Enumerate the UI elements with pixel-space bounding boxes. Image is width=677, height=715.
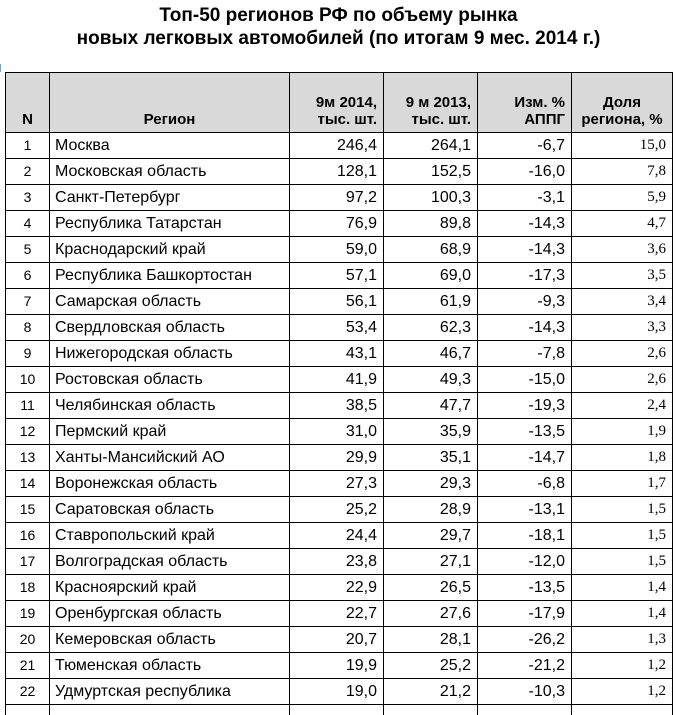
cell-2013: 47,7 bbox=[384, 393, 478, 419]
cell-share: 3,4 bbox=[572, 289, 673, 315]
cell-2013: 264,1 bbox=[384, 133, 478, 159]
table-row-cut bbox=[6, 705, 673, 715]
title-line-1: Топ-50 регионов РФ по объему рынка bbox=[0, 4, 677, 27]
cell-2014: 31,0 bbox=[290, 419, 384, 445]
cell-2013: 35,1 bbox=[384, 445, 478, 471]
cell-region: Кемеровская область bbox=[50, 627, 290, 653]
cell-2014: 128,1 bbox=[290, 159, 384, 185]
table-row bbox=[6, 211, 673, 237]
table-row bbox=[6, 497, 673, 523]
cell-number: 17 bbox=[6, 549, 50, 575]
table-row bbox=[6, 549, 673, 575]
cell-number: 4 bbox=[6, 211, 50, 237]
cell-2013: 29,7 bbox=[384, 523, 478, 549]
empty-cell bbox=[478, 705, 572, 715]
cell-number: 1 bbox=[6, 133, 50, 159]
cell-change: -26,2 bbox=[478, 627, 572, 653]
cell-number: 7 bbox=[6, 289, 50, 315]
cell-change: -12,0 bbox=[478, 549, 572, 575]
cell-2014: 76,9 bbox=[290, 211, 384, 237]
table-row bbox=[6, 315, 673, 341]
cell-2014: 22,7 bbox=[290, 601, 384, 627]
cell-number: 13 bbox=[6, 445, 50, 471]
cell-region: Республика Башкортостан bbox=[50, 263, 290, 289]
cell-region: Ростовская область bbox=[50, 367, 290, 393]
cell-change: -13,5 bbox=[478, 575, 572, 601]
cell-number: 14 bbox=[6, 471, 50, 497]
table-row bbox=[6, 341, 673, 367]
cell-change: -14,3 bbox=[478, 211, 572, 237]
header-change: Изм. % АППГ bbox=[478, 73, 572, 133]
cell-region: Красноярский край bbox=[50, 575, 290, 601]
table-row bbox=[6, 601, 673, 627]
cell-2013: 26,5 bbox=[384, 575, 478, 601]
selection-marker bbox=[0, 64, 3, 72]
cell-number: 3 bbox=[6, 185, 50, 211]
cell-2014: 20,7 bbox=[290, 627, 384, 653]
table-row bbox=[6, 185, 673, 211]
cell-2014: 246,4 bbox=[290, 133, 384, 159]
cell-2014: 59,0 bbox=[290, 237, 384, 263]
cell-change: -16,0 bbox=[478, 159, 572, 185]
cell-change: -14,3 bbox=[478, 237, 572, 263]
cell-number: 20 bbox=[6, 627, 50, 653]
cell-share: 2,6 bbox=[572, 367, 673, 393]
header-share: Доля региона, % bbox=[572, 73, 673, 133]
cell-2013: 28,9 bbox=[384, 497, 478, 523]
cell-2013: 27,6 bbox=[384, 601, 478, 627]
header-region: Регион bbox=[50, 73, 290, 133]
cell-change: -19,3 bbox=[478, 393, 572, 419]
table-row bbox=[6, 419, 673, 445]
cell-2014: 23,8 bbox=[290, 549, 384, 575]
cell-2013: 28,1 bbox=[384, 627, 478, 653]
cell-2014: 19,0 bbox=[290, 679, 384, 705]
cell-share: 4,7 bbox=[572, 211, 673, 237]
empty-cell bbox=[6, 705, 50, 715]
cell-share: 1,2 bbox=[572, 679, 673, 705]
cell-number: 11 bbox=[6, 393, 50, 419]
cell-2013: 29,3 bbox=[384, 471, 478, 497]
page-title bbox=[0, 4, 677, 50]
cell-share: 2,6 bbox=[572, 341, 673, 367]
cell-2014: 97,2 bbox=[290, 185, 384, 211]
cell-change: -6,7 bbox=[478, 133, 572, 159]
cell-number: 15 bbox=[6, 497, 50, 523]
cell-2013: 27,1 bbox=[384, 549, 478, 575]
cell-2013: 35,9 bbox=[384, 419, 478, 445]
cell-region: Воронежская область bbox=[50, 471, 290, 497]
table-row bbox=[6, 679, 673, 705]
cell-change: -9,3 bbox=[478, 289, 572, 315]
cell-region: Республика Татарстан bbox=[50, 211, 290, 237]
cell-2014: 19,9 bbox=[290, 653, 384, 679]
table-row bbox=[6, 445, 673, 471]
cell-number: 19 bbox=[6, 601, 50, 627]
table-row bbox=[6, 263, 673, 289]
cell-2013: 25,2 bbox=[384, 653, 478, 679]
cell-2013: 49,3 bbox=[384, 367, 478, 393]
header-2013: 9 м 2013, тыс. шт. bbox=[384, 73, 478, 133]
cell-share: 3,6 bbox=[572, 237, 673, 263]
cell-region: Московская область bbox=[50, 159, 290, 185]
cell-share: 7,8 bbox=[572, 159, 673, 185]
cell-2014: 29,9 bbox=[290, 445, 384, 471]
cell-region: Пермский край bbox=[50, 419, 290, 445]
header-number: N bbox=[6, 73, 50, 133]
cell-change: -6,8 bbox=[478, 471, 572, 497]
cell-change: -7,8 bbox=[478, 341, 572, 367]
cell-number: 16 bbox=[6, 523, 50, 549]
cell-number: 5 bbox=[6, 237, 50, 263]
cell-number: 21 bbox=[6, 653, 50, 679]
cell-share: 1,5 bbox=[572, 523, 673, 549]
table-header-row bbox=[6, 73, 673, 133]
cell-share: 1,2 bbox=[572, 653, 673, 679]
table-row bbox=[6, 367, 673, 393]
cell-share: 1,7 bbox=[572, 471, 673, 497]
cell-2013: 61,9 bbox=[384, 289, 478, 315]
cell-number: 22 bbox=[6, 679, 50, 705]
cell-region: Ставропольский край bbox=[50, 523, 290, 549]
cell-region: Санкт-Петербург bbox=[50, 185, 290, 211]
table-row bbox=[6, 653, 673, 679]
regions-table bbox=[5, 72, 673, 715]
cell-change: -14,7 bbox=[478, 445, 572, 471]
cell-number: 8 bbox=[6, 315, 50, 341]
cell-share: 3,5 bbox=[572, 263, 673, 289]
cell-2014: 43,1 bbox=[290, 341, 384, 367]
cell-change: -13,1 bbox=[478, 497, 572, 523]
cell-2014: 38,5 bbox=[290, 393, 384, 419]
cell-2013: 21,2 bbox=[384, 679, 478, 705]
cell-2013: 89,8 bbox=[384, 211, 478, 237]
table-row bbox=[6, 523, 673, 549]
cell-region: Нижегородская область bbox=[50, 341, 290, 367]
cell-number: 9 bbox=[6, 341, 50, 367]
empty-cell bbox=[384, 705, 478, 715]
cell-share: 2,4 bbox=[572, 393, 673, 419]
cell-share: 3,3 bbox=[572, 315, 673, 341]
cell-share: 1,4 bbox=[572, 601, 673, 627]
cell-2013: 68,9 bbox=[384, 237, 478, 263]
table-row bbox=[6, 133, 673, 159]
empty-cell bbox=[572, 705, 673, 715]
table-row bbox=[6, 237, 673, 263]
cell-number: 10 bbox=[6, 367, 50, 393]
cell-region: Оренбургская область bbox=[50, 601, 290, 627]
cell-2014: 57,1 bbox=[290, 263, 384, 289]
cell-2014: 27,3 bbox=[290, 471, 384, 497]
table-row bbox=[6, 627, 673, 653]
empty-cell bbox=[50, 705, 290, 715]
cell-share: 1,9 bbox=[572, 419, 673, 445]
header-2014: 9м 2014, тыс. шт. bbox=[290, 73, 384, 133]
cell-change: -3,1 bbox=[478, 185, 572, 211]
table-row bbox=[6, 393, 673, 419]
cell-share: 5,9 bbox=[572, 185, 673, 211]
cell-2013: 100,3 bbox=[384, 185, 478, 211]
cell-change: -14,3 bbox=[478, 315, 572, 341]
cell-share: 1,5 bbox=[572, 549, 673, 575]
cell-change: -15,0 bbox=[478, 367, 572, 393]
table-row bbox=[6, 575, 673, 601]
cell-region: Свердловская область bbox=[50, 315, 290, 341]
cell-region: Саратовская область bbox=[50, 497, 290, 523]
cell-share: 1,8 bbox=[572, 445, 673, 471]
cell-2014: 53,4 bbox=[290, 315, 384, 341]
cell-region: Волгоградская область bbox=[50, 549, 290, 575]
cell-region: Ханты-Мансийский АО bbox=[50, 445, 290, 471]
cell-share: 1,3 bbox=[572, 627, 673, 653]
cell-change: -17,3 bbox=[478, 263, 572, 289]
empty-cell bbox=[290, 705, 384, 715]
cell-2013: 62,3 bbox=[384, 315, 478, 341]
cell-2014: 24,4 bbox=[290, 523, 384, 549]
table-row bbox=[6, 159, 673, 185]
cell-change: -13,5 bbox=[478, 419, 572, 445]
cell-change: -18,1 bbox=[478, 523, 572, 549]
cell-number: 12 bbox=[6, 419, 50, 445]
cell-region: Удмуртская республика bbox=[50, 679, 290, 705]
cell-number: 6 bbox=[6, 263, 50, 289]
cell-number: 2 bbox=[6, 159, 50, 185]
cell-region: Челябинская область bbox=[50, 393, 290, 419]
cell-share: 1,4 bbox=[572, 575, 673, 601]
table-row bbox=[6, 289, 673, 315]
cell-2014: 56,1 bbox=[290, 289, 384, 315]
cell-change: -10,3 bbox=[478, 679, 572, 705]
cell-region: Тюменская область bbox=[50, 653, 290, 679]
cell-2014: 25,2 bbox=[290, 497, 384, 523]
cell-2013: 152,5 bbox=[384, 159, 478, 185]
cell-2014: 22,9 bbox=[290, 575, 384, 601]
cell-number: 18 bbox=[6, 575, 50, 601]
cell-change: -21,2 bbox=[478, 653, 572, 679]
cell-2013: 69,0 bbox=[384, 263, 478, 289]
cell-region: Москва bbox=[50, 133, 290, 159]
cell-share: 15,0 bbox=[572, 133, 673, 159]
cell-2013: 46,7 bbox=[384, 341, 478, 367]
cell-2014: 41,9 bbox=[290, 367, 384, 393]
cell-share: 1,5 bbox=[572, 497, 673, 523]
cell-region: Краснодарский край bbox=[50, 237, 290, 263]
title-line-2: новых легковых автомобилей (по итогам 9 мес. 2014 г.) bbox=[0, 27, 677, 50]
table-row bbox=[6, 471, 673, 497]
cell-region: Самарская область bbox=[50, 289, 290, 315]
cell-change: -17,9 bbox=[478, 601, 572, 627]
